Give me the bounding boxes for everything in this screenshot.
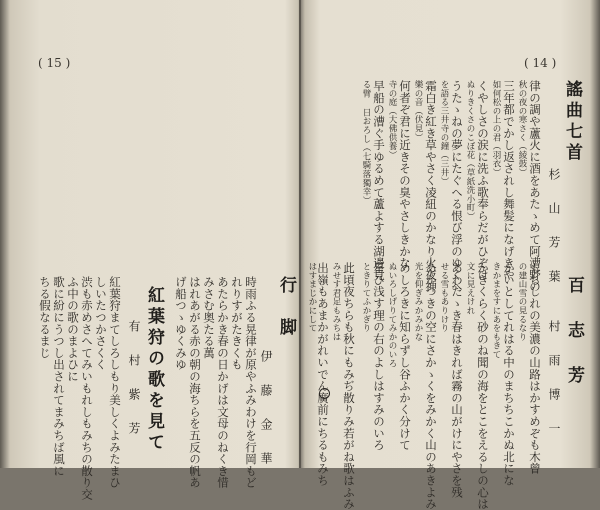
poem-line: かきくらく砂のね聞の海をとこをえるしの心は [476, 262, 490, 510]
poem-line: しいたつかさくく [94, 276, 108, 371]
poem-author: 村 雨 博 一 [547, 320, 561, 438]
poem-line: 歌に紛にうつし出されてまみちば風に [52, 276, 66, 477]
poem-line: きかまをすにあをもきて [491, 262, 501, 359]
poem-line: もちしれの美濃の山路はかすめぞも木曾 [528, 262, 542, 475]
poem-line: はれあがる赤の朝の海ちらを五反の帆あ [188, 276, 202, 489]
poem-line: はすまじかにして [307, 262, 317, 333]
poem-line: の建山雪の見るなり [517, 262, 527, 342]
poem-line: かいとしてれはる中のまちちこかぬ北にな [502, 262, 516, 487]
poem-line: 寺の庭（大佛供養） [387, 80, 397, 160]
poem-line: 出嶺もあまかがれいでん廣前にちるもみち [316, 262, 330, 487]
poem-title: 紅葉狩の歌を見て [144, 286, 164, 454]
poem-title: 謠曲七首 [562, 80, 582, 164]
poem-line: くやしさの涙に洗ふ歌奉らだがひぞけ [476, 80, 490, 281]
poem-line: 早船の漕ぐ手ゆるめて蘆よする湖邊見 [372, 80, 386, 281]
poem-line: げ船つゝゆくみゆ [174, 276, 188, 371]
poem-line: れりすがたきくも [230, 276, 244, 371]
poem-line: 律の調や蘆火に酒をあたゝめて阿漕野の [528, 80, 542, 293]
poem-line: みさむ奥たる萬 [202, 276, 216, 359]
poem-author: 有 村 紫 芳 [127, 320, 141, 438]
poem-line: 秋の夜の寒さく（綾鼓） [517, 80, 527, 177]
poem-line: 此頃夜ちらも秋にもみぢ散りみ若がね歌はふみ [342, 262, 356, 510]
page-number-left: ( 15 ) [38, 56, 71, 70]
poem-line: せる雪もありけり [439, 262, 449, 333]
poem-line: ふ中の歌のまよひに [66, 276, 80, 383]
poem-line: ぬりきくさのこぼ花（草紙洗小町） [465, 80, 475, 221]
poem-author: 杉 山 芳 葉 [547, 168, 561, 286]
poem-line: 紅葉狩まてしろしもり美しくよみたまひ [108, 276, 122, 489]
poem-line: ときりてふかぎり [361, 262, 371, 333]
poem-line: 渋も赤めさへてみいもれしもみちの散り交 [80, 276, 94, 501]
poem-line: 文に見えけれ [465, 262, 475, 315]
poem-line: ぬいろしげりてみかのいろ [387, 262, 397, 368]
poem-line: みせす君足もみちは [331, 262, 341, 342]
poem-title: 百 志 芳 [564, 276, 584, 387]
poem-line: 如何松の上の君（羽衣） [491, 80, 501, 177]
poem-title: 行 脚 [276, 276, 296, 339]
book-spine [299, 0, 301, 468]
poem-line: ちる假なるまじ [38, 276, 52, 359]
poem-author: 伊 藤 金 華 [259, 350, 273, 468]
poem-line: 光を仰ぎみかみかな [413, 262, 423, 342]
poem-line: あたらかき春の日かげは文母のねくき惜 [216, 276, 230, 489]
poem-line: 樂の音（伏見） [413, 80, 423, 142]
poem-line: 時雨ふる晃律が原やふみわけを行岡もど [244, 276, 258, 489]
poem-line: あわたゝき春はきれば霧の山がけにやさを残 [450, 262, 464, 498]
poem-line: 星ひ浅す理の右のよしはすみのいろ [372, 262, 386, 451]
section-circle-mark [319, 388, 330, 399]
page-number-right: ( 14 ) [524, 56, 557, 70]
poem-line: あかつきの空にさかゝくをみかく山のあきよみ [424, 262, 438, 510]
poem-line: 何者ぞ君に近きその臭やさしきかな [398, 80, 412, 269]
poem-line: 霜白き紅き草やさく凌紐のかなり火夜神 [424, 80, 438, 293]
poem-line: うたゝねの夢にたぐへる恨び浮のゆくへ [450, 80, 464, 293]
poem-line: めしろきに知らずし谷ふかく分けて [398, 262, 412, 451]
poem-line: 三年都でかし返されし舞髪になげきや [502, 80, 516, 281]
poem-line: を語る三井寺の鐘（三井） [439, 80, 449, 186]
poem-line: る臂 日おろし（七騎落獨幸） [361, 80, 371, 205]
